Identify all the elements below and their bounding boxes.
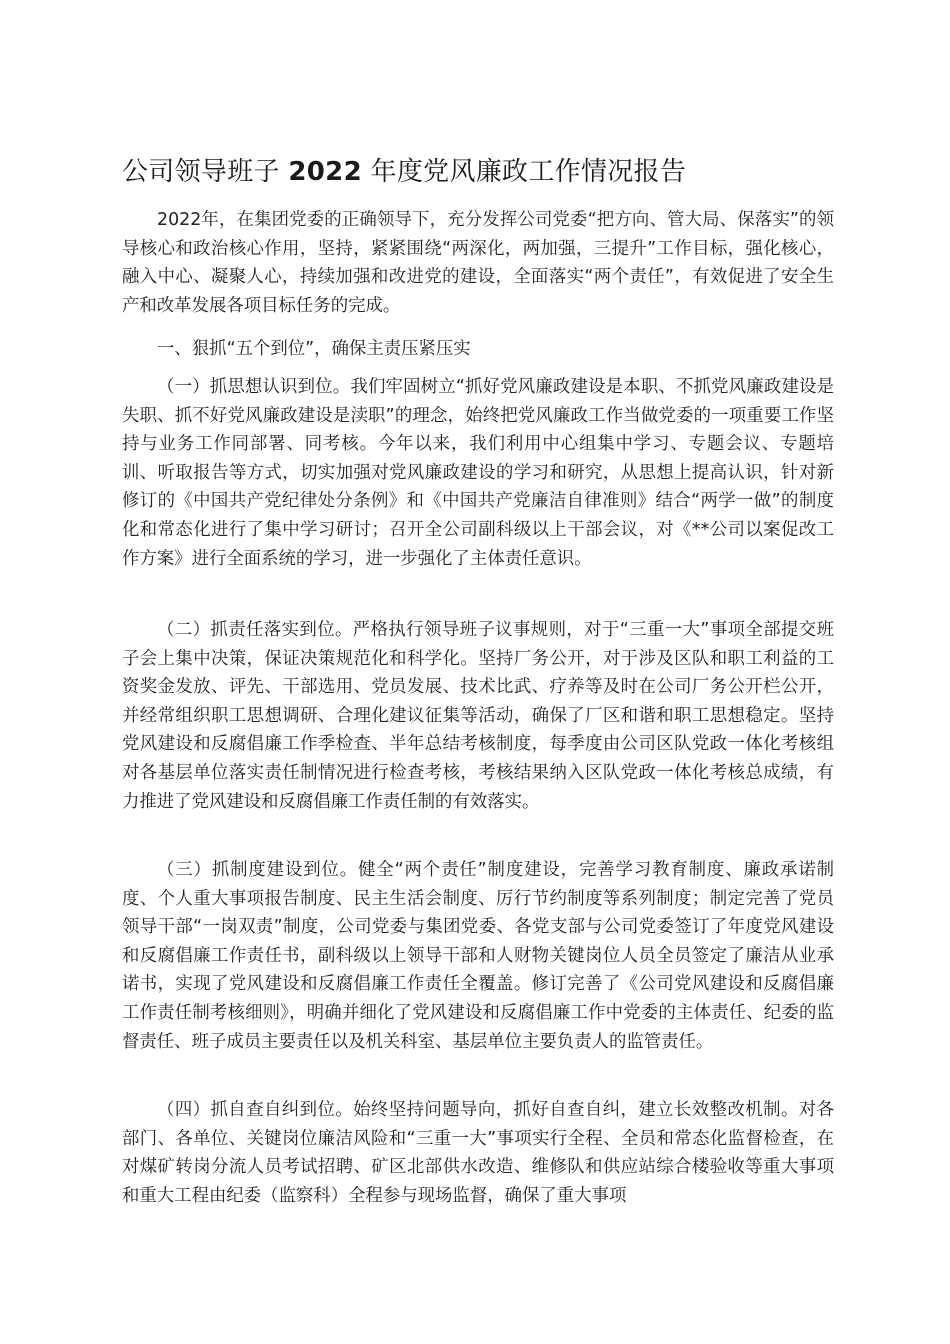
section-heading-1: 一、狠抓“五个到位”，确保主责压紧压实 — [157, 339, 471, 359]
section-paragraph-4: （四）抓自查自纠到位。始终坚持问题导向，抓好自查自纠，建立长效整改机制。对各部门、各单位、关键岗位廉洁风险和“三重一大”事项实行全程、全员和常态化监督检查，在对煤矿转岗分流人员考试招聘、矿区北部供水改造、维修队和供应站综合楼验收等重大事项和重大工程由纪委（监察科）全程参与现场监督，确保了重大事项 — [122, 1100, 834, 1206]
document-title — [122, 152, 842, 192]
title-prefix: 公司领导班子 — [122, 157, 280, 187]
section-paragraph-3: （三）抓制度建设到位。健全“两个责任”制度建设，完善学习教育制度、廉政承诺制度、个人重大事项报告制度、民主生活会制度、厉行节约制度等系列制度；制定完善了党员领导干部“一岗双责”制度，公司党委与集团党委、各党支部与公司党委签订了年度党风建设和反腐倡廉工作责任书，副科级以上领导干部和人财物关键岗位人员全员签定了廉洁从业承诺书，实现了党风建设和反腐倡廉工作责任全覆盖。修订完善了《公司党风建设和反腐倡廉工作责任制考核细则》，明确并细化了党风建设和反腐倡廉工作中党委的主体责任、纪委的监督责任、班子成员主要责任以及机关科室、基层单位主要负责人的监管责任。 — [122, 860, 834, 1052]
section-paragraph-1: （一）抓思想认识到位。我们牢固树立“抓好党风廉政建设是本职、不抓党风廉政建设是失职、抓不好党风廉政建设是渎职”的理念，始终把党风廉政工作当做党委的一项重要工作坚持与业务工作同部署、同考核。今年以来，我们利用中心组集中学习、专题会议、专题培训、听取报告等方式，切实加强对党风廉政建设的学习和研究，从思想上提高认识，针对新修订的《中国共产党纪律处分条例》和《中国共产党廉洁自律准则》结合“两学一做”的制度化和常态化进行了集中学习研讨；召开全公司副科级以上干部会议，对《**公司以案促改工作方案》进行全面系统的学习，进一步强化了主体责任意识。 — [122, 377, 834, 569]
title-suffix: 年度党风廉政工作情况报告 — [370, 157, 687, 187]
intro-paragraph: 2022年，在集团党委的正确领导下，充分发挥公司党委“把方向、管大局、保落实”的领导核心和政治核心作用，坚持，紧紧围绕“两深化，两加强，三提升”工作目标，强化核心，融入中心、凝聚人心，持续加强和改进党的建设，全面落实“两个责任”，有效促进了安全生产和改革发展各项目标任务的完成。 — [122, 210, 834, 316]
title-year: 2022 — [288, 157, 362, 187]
section-paragraph-2: （二）抓责任落实到位。严格执行领导班子议事规则，对于“三重一大”事项全部提交班子会上集中决策，保证决策规范化和科学化。坚持厂务公开，对于涉及区队和职工利益的工资奖金发放、评先、干部选用、党员发展、技术比武、疗养等及时在公司厂务公开栏公开，并经常组织职工思想调研、合理化建议征集等活动，确保了厂区和谐和职工思想稳定。坚持党风建设和反腐倡廉工作季检查、半年总结考核制度，每季度由公司区队党政一体化考核组对各基层单位落实责任制情况进行检查考核，考核结果纳入区队党政一体化考核总成绩，有力推进了党风建设和反腐倡廉工作责任制的有效落实。 — [122, 620, 834, 812]
